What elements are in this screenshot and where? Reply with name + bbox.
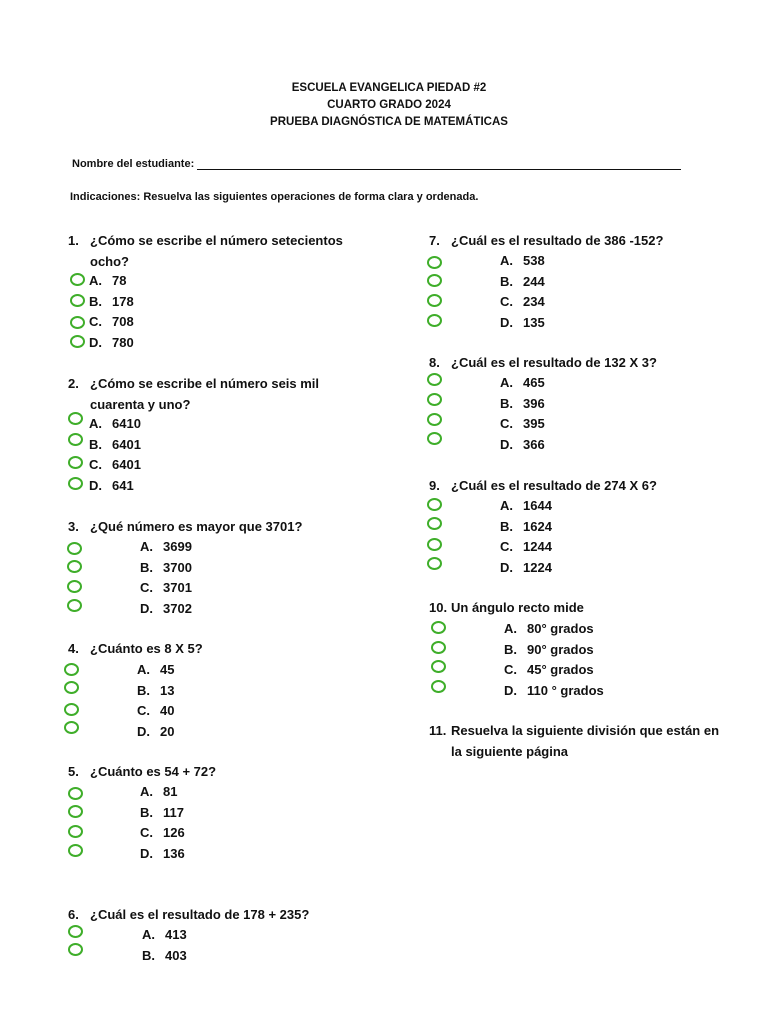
question-text-line: Un ángulo recto mide [451, 600, 584, 615]
option-value: 20 [160, 723, 175, 739]
radio-circle-icon[interactable] [70, 335, 85, 348]
option-value: 178 [112, 293, 134, 309]
question-text-line: ¿Cuánto es 8 X 5? [90, 641, 203, 656]
answer-option[interactable] [0, 844, 768, 864]
radio-circle-icon[interactable] [67, 599, 82, 612]
question-number: 8. [429, 355, 440, 370]
option-value: 126 [163, 825, 185, 840]
answer-option[interactable] [0, 313, 768, 333]
option-letter: A. [137, 662, 150, 677]
option-letter: D. [500, 559, 513, 575]
instructions: Indicaciones: Resuelva las siguientes operaciones de forma clara y ordenada. [70, 191, 479, 203]
option-value: 45° grados [527, 662, 594, 677]
option-value: 3699 [163, 539, 192, 554]
option-value: 234 [523, 294, 545, 309]
radio-circle-icon[interactable] [427, 517, 442, 530]
question-text [90, 905, 309, 926]
option-letter: D. [140, 845, 153, 861]
option-value: 465 [523, 375, 545, 390]
option-value: 80° grados [527, 621, 594, 636]
answer-option[interactable] [0, 537, 768, 557]
option-value: 780 [112, 334, 134, 350]
radio-circle-icon[interactable] [68, 844, 83, 857]
question-text-line: ¿Cuál es el resultado de 386 -152? [451, 233, 664, 248]
radio-circle-icon[interactable] [427, 557, 442, 570]
answer-option[interactable] [0, 435, 768, 455]
answer-option[interactable] [0, 803, 768, 823]
option-letter: B. [500, 395, 513, 411]
option-letter: A. [500, 253, 513, 268]
question-number: 1. [68, 233, 79, 248]
answer-option[interactable] [0, 414, 768, 434]
question-number: 9. [429, 478, 440, 493]
option-letter: B. [140, 559, 153, 575]
radio-circle-icon[interactable] [431, 660, 446, 673]
option-value: 538 [523, 253, 545, 268]
option-value: 3701 [163, 580, 192, 595]
option-letter: C. [500, 416, 513, 431]
option-value: 81 [163, 784, 178, 799]
option-value: 708 [112, 314, 134, 329]
answer-option[interactable] [0, 619, 768, 639]
option-letter: D. [500, 314, 513, 330]
option-value: 403 [165, 947, 187, 963]
radio-circle-icon[interactable] [427, 498, 442, 511]
student-name-row [72, 158, 681, 170]
question-text-line: Resuelva la siguiente división que están en [451, 723, 720, 738]
answer-option[interactable] [0, 373, 768, 393]
radio-circle-icon[interactable] [427, 294, 442, 307]
answer-option[interactable] [0, 660, 768, 680]
question-text-line: ¿Cuál es el resultado de 132 X 3? [451, 355, 657, 370]
option-letter: A. [140, 539, 153, 554]
option-value: 1624 [523, 518, 552, 534]
question-number: 4. [68, 641, 79, 656]
radio-circle-icon[interactable] [68, 925, 83, 938]
option-value: 90° grados [527, 641, 594, 657]
grade-title: CUARTO GRADO 2024 [327, 99, 451, 111]
option-letter: A. [500, 375, 513, 390]
option-letter: C. [500, 294, 513, 309]
option-value: 110 ° grados [527, 682, 604, 698]
option-value: 1244 [523, 539, 552, 554]
option-letter: C. [140, 825, 153, 840]
option-letter: B. [137, 682, 150, 698]
option-letter: C. [137, 703, 150, 718]
radio-circle-icon[interactable] [64, 721, 79, 734]
question-number: 3. [68, 519, 79, 534]
option-letter: A. [89, 416, 102, 431]
question-number: 6. [68, 907, 79, 922]
question-text [451, 231, 663, 252]
option-letter: D. [89, 477, 102, 493]
radio-circle-icon[interactable] [427, 373, 442, 386]
question-text-line: cuarenta y uno? [90, 396, 191, 412]
option-value: 6401 [112, 436, 141, 452]
radio-circle-icon[interactable] [431, 621, 446, 634]
question-text-line: ¿Qué número es mayor que 3701? [90, 519, 303, 534]
option-letter: D. [504, 682, 517, 698]
option-letter: B. [140, 804, 153, 820]
option-value: 641 [112, 477, 134, 493]
option-letter: C. [504, 662, 517, 677]
option-value: 13 [160, 682, 175, 698]
question-number: 5. [68, 764, 79, 779]
option-letter: D. [500, 436, 513, 452]
document-header [0, 80, 768, 131]
radio-circle-icon[interactable] [68, 787, 83, 800]
radio-circle-icon[interactable] [68, 805, 83, 818]
answer-option[interactable] [0, 558, 768, 578]
option-letter: D. [89, 334, 102, 350]
question-text-line: ¿Cómo se escribe el número seis mil [90, 376, 320, 391]
option-letter: C. [89, 314, 102, 329]
option-value: 45 [160, 662, 175, 677]
radio-circle-icon[interactable] [68, 456, 83, 469]
option-letter: A. [500, 498, 513, 513]
option-value: 117 [163, 804, 184, 820]
question-text-line: la siguiente página [451, 743, 569, 759]
question-number: 7. [429, 233, 440, 248]
question-text [451, 598, 584, 619]
radio-circle-icon[interactable] [64, 703, 79, 716]
option-letter: B. [89, 293, 102, 309]
radio-circle-icon[interactable] [427, 413, 442, 426]
option-value: 40 [160, 703, 175, 718]
option-letter: B. [89, 436, 102, 452]
answer-option[interactable] [0, 496, 768, 516]
radio-circle-icon[interactable] [427, 274, 442, 287]
option-value: 78 [112, 273, 127, 288]
question-text [451, 721, 719, 762]
answer-option[interactable] [0, 823, 768, 843]
radio-circle-icon[interactable] [431, 641, 446, 654]
option-value: 1644 [523, 498, 552, 513]
option-letter: D. [137, 723, 150, 739]
option-value: 3700 [163, 559, 192, 575]
answer-option[interactable] [0, 782, 768, 802]
radio-circle-icon[interactable] [427, 314, 442, 327]
question-text-line: ¿Cómo se escribe el número setecientos [90, 233, 343, 248]
radio-circle-icon[interactable] [427, 256, 442, 269]
radio-circle-icon[interactable] [68, 825, 83, 838]
radio-circle-icon[interactable] [427, 393, 442, 406]
answer-option[interactable] [0, 292, 768, 312]
option-value: 6401 [112, 457, 141, 472]
question-text-line: ¿Cuál es el resultado de 274 X 6? [451, 478, 657, 493]
option-value: 396 [523, 395, 545, 411]
option-letter: B. [142, 947, 155, 963]
test-title: PRUEBA DIAGNÓSTICA DE MATEMÁTICAS [270, 116, 508, 128]
answer-option[interactable] [0, 251, 768, 271]
answer-option[interactable] [0, 701, 768, 721]
radio-circle-icon[interactable] [427, 538, 442, 551]
option-letter: C. [140, 580, 153, 595]
option-value: 413 [165, 927, 187, 942]
answer-option[interactable] [0, 640, 768, 660]
option-letter: A. [89, 273, 102, 288]
question-number: 11. [429, 723, 447, 738]
option-letter: A. [142, 927, 155, 942]
radio-circle-icon[interactable] [68, 943, 83, 956]
option-letter: A. [140, 784, 153, 799]
option-letter: D. [140, 600, 153, 616]
answer-option[interactable] [0, 272, 768, 292]
school-name: ESCUELA EVANGELICA PIEDAD #2 [291, 82, 487, 94]
option-letter: B. [500, 273, 513, 289]
question-text [90, 762, 216, 783]
option-value: 395 [523, 416, 545, 431]
student-name-label: Nombre del estudiante: [72, 158, 195, 170]
radio-circle-icon[interactable] [431, 680, 446, 693]
answer-option[interactable] [0, 681, 768, 701]
answer-option[interactable] [0, 578, 768, 598]
option-letter: A. [504, 621, 517, 636]
option-letter: B. [504, 641, 517, 657]
answer-option[interactable] [0, 333, 768, 353]
option-value: 6410 [112, 416, 141, 431]
question-text [451, 353, 657, 374]
option-value: 3702 [163, 600, 192, 616]
answer-option[interactable] [0, 925, 768, 945]
answer-option[interactable] [0, 394, 768, 414]
option-value: 244 [523, 273, 545, 289]
radio-circle-icon[interactable] [67, 580, 82, 593]
question-text-line: ¿Cuánto es 54 + 72? [90, 764, 217, 779]
answer-option[interactable] [0, 946, 768, 966]
option-letter: C. [89, 457, 102, 472]
radio-circle-icon[interactable] [427, 432, 442, 445]
question-text-line: ¿Cuál es el resultado de 178 + 235? [90, 907, 310, 922]
question-number: 10. [429, 600, 448, 615]
answer-option[interactable] [0, 599, 768, 619]
option-letter: C. [500, 539, 513, 554]
radio-circle-icon[interactable] [68, 477, 83, 490]
option-value: 135 [523, 314, 545, 330]
answer-option[interactable] [0, 517, 768, 537]
option-value: 136 [163, 845, 185, 861]
option-value: 1224 [523, 559, 552, 575]
option-value: 366 [523, 436, 545, 452]
student-name-field[interactable] [197, 169, 681, 170]
answer-option[interactable] [0, 455, 768, 475]
question-text-line: ocho? [90, 253, 129, 269]
question-number: 2. [68, 376, 79, 391]
question-text [451, 476, 657, 497]
option-letter: B. [500, 518, 513, 534]
